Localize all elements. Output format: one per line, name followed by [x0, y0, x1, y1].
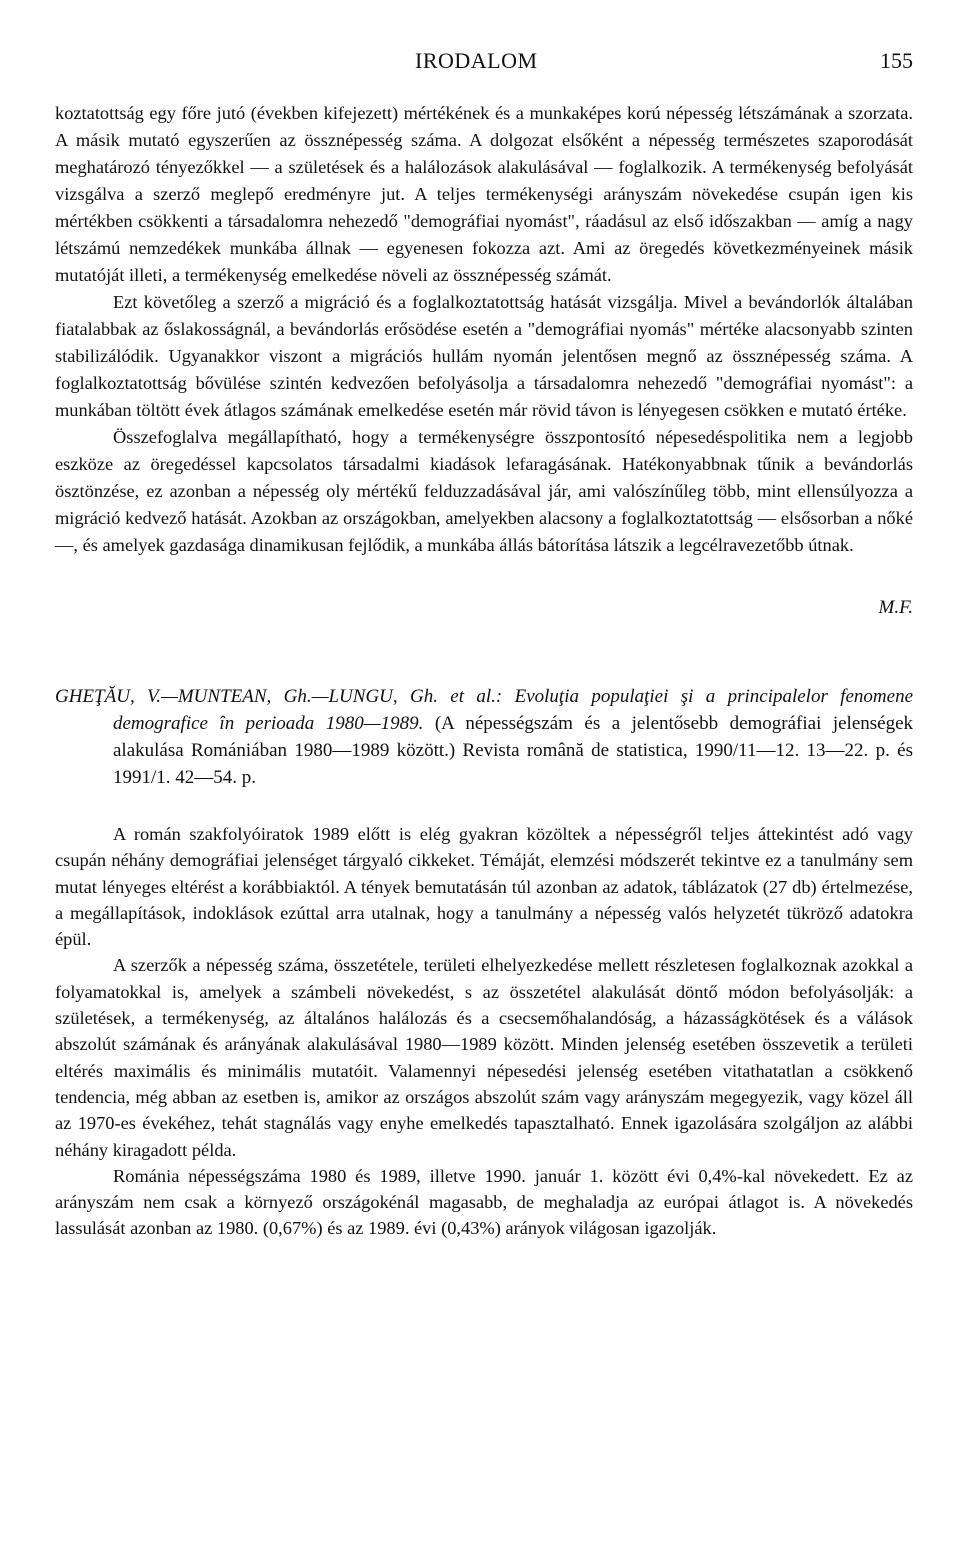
citation-source: Revista română de statistica, 1990/11—12. 13—22. p. és 1991/1. 42—54. p. — [113, 740, 913, 788]
paragraph: koztatottság egy főre jutó (években kifejezett) mértékének és a munkaképes korú népesség létszámának a szorzata. A másik mutató egyszerűen az össznépesség száma. A dolgozat elsőként a népesség természetes szaporodását meghatározó tényezőkkel — a születések és a halálozások alakulásával — foglalkozik. A termékenység befolyását vizsgálva a szerző meglepő eredményre jut. A teljes termékenységi arányszám növekedése csupán igen kis mértékben csökkenti a társadalomra nehezedő "demográfiai nyomást", ráadásul az első időszakban — amíg a nagy létszámú nemzedékek munkába állnak — egyenesen fokozza azt. Ami az öregedés következményeinek másik mutatóját illeti, a termékenység emelkedése növeli az össznépesség számát. — [55, 103, 913, 285]
page-number: 155 — [880, 48, 913, 73]
document-page — [55, 48, 913, 1242]
paragraph: Összefoglalva megállapítható, hogy a termékenységre összpontosító népesedéspolitika nem a legjobb eszköze az öregedéssel kapcsolatos társadalmi kiadások lefaragásának. Hatékonyabbnak tűnik a bevándorlás ösztönzése, ez azonban a népesség oly mértékű felduzzadásával jár, ami valószínűleg több, mint ellensúlyozza a migráció kedvező hatását. Azokban az országokban, amelyekben alacsony a foglalkoztatottság — elsősorban a nőké —, és amelyek gazdasága dinamikusan fejlődik, a munkába állás bátorítása látszik a legcélravezetőbb útnak. — [55, 427, 913, 555]
paragraph: Románia népességszáma 1980 és 1989, illetve 1990. január 1. között évi 0,4%-kal növekedett. Ez az arányszám nem csak a környező országokénál magasabb, de meghaladja az európai átlagot is. A növekedés lassulását azonban az 1980. (0,67%) és az 1989. évi (0,43%) arányok világosan igazolják. — [55, 1165, 913, 1239]
page-header — [55, 48, 913, 74]
paragraph: A román szakfolyóiratok 1989 előtt is elég gyakran közöltek a népességről teljes áttekintést adó vagy csupán néhány demográfiai jelenséget tárgyaló cikkeket. Témáját, elemzési módszerét tekintve ez a tanulmány sem mutat lényeges eltérést a korábbiaktól. A tények bemutatásán túl azonban az adatok, táblázatok (27 db) értelmezése, a megállapítások, indoklások ezúttal arra utalnak, hogy a tanulmány a népesség valós helyzetét tükröző adatokra épül. — [55, 824, 913, 950]
paragraph: Ezt követőleg a szerző a migráció és a foglalkoztatottság hatását vizsgálja. Mivel a bevándorlók általában fiatalabbak az őslakosságnál, a bevándorlás erősödése esetén a "demográfiai nyomás" mértéke alacsonyabb szinten stabilizálódik. Ugyanakkor viszont a migrációs hullám nyomán jelentősen megnő az össznépesség száma. A foglalkoztatottság bővülése szintén kedvezően befolyásolja a társadalomra nehezedő "demográfiai nyomást": a munkában töltött évek átlagos számának emelkedése esetén már rövid távon is lényegesen csökken e mutató értéke. — [55, 292, 913, 420]
review-section-2 — [55, 821, 913, 1242]
citation-work-title: Evoluţia populaţiei şi a principalelor fenomene demografice în perioada 1980—1989. — [113, 686, 914, 734]
paragraph: A szerzők a népesség száma, összetétele, területi elhelyezkedése mellett részletesen foglalkoznak azokkal a folyamatokkal is, amelyek a számbeli növekedést, s az összetétel alakulását döntő módon befolyásolják: a születések, a termékenység, az általános halálozás és a csecsemőhalandóság, a házasságkötések és a válások abszolút számának és arányának alakulásával 1980—1989 között. Minden jelenség esetében összevetik a területi eltérés maximális és minimális mutatóit. Valamennyi népesedési jelenség esetében vitathatatlan a csökkenő tendencia, még abban az esetben is, amikor az országos abszolút szám vagy arányszám megegyezik, vagy közel áll az 1970-es évekéhez, tehát stagnálás vagy enyhe emelkedés tapasztalható. Ennek igazolására szolgáljon az alábbi néhány kiragadott példa. — [55, 955, 913, 1160]
citation-translation: (A népességszám és a jelentősebb demográfiai jelenségek alakulása Romániában 1980—1989 között.) — [113, 713, 914, 761]
review-section-1 — [55, 100, 913, 619]
bibliographic-citation — [55, 683, 913, 791]
reviewer-signature: M.F. — [878, 597, 913, 618]
running-title: IRODALOM — [415, 48, 538, 73]
citation-authors: GHEŢĂU, V.—MUNTEAN, Gh.—LUNGU, Gh. et al.: — [55, 686, 503, 707]
